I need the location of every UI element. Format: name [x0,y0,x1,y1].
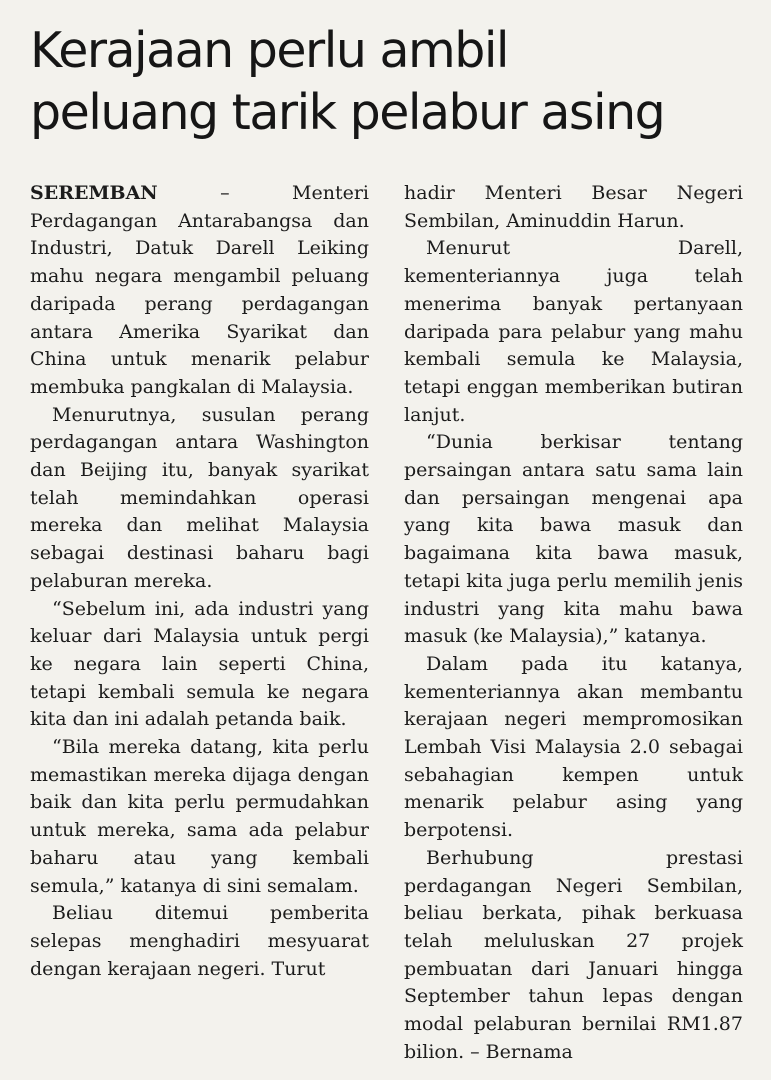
headline-line-1: Kerajaan perlu ambil [30,22,509,79]
paragraph: Berhubung prestasi perdagangan Negeri Sembilan, beliau berkata, pihak berkuasa telah meluluskan 27 projek pembuatan dari Januari hingga September tahun lepas dengan modal pelaburan bernilai RM1.87 bilion. – Bernama [404,846,743,1063]
paragraph [30,180,369,402]
paragraph: Menurutnya, susulan perang perdagangan antara Washington dan Beijing itu, banyak syarikat telah memindahkan operasi mereka dan melihat Malaysia sebagai destinasi baharu bagi pelaburan mereka. [30,403,369,592]
article-column-left [30,180,369,983]
dateline: SEREMBAN [30,182,158,204]
paragraph: “Bila mereka datang, kita perlu memastikan mereka dijaga dengan baik dan kita perlu permudahkan untuk mereka, sama ada pelabur baharu atau yang kembali semula,” katanya di sini semalam. [30,736,369,897]
paragraph: “Sebelum ini, ada industri yang keluar dari Malaysia untuk pergi ke negara lain seperti China, tetapi kembali semula ke negara kita dan ini adalah petanda baik. [30,597,369,731]
paragraph-text: – Menteri Perdagangan Antarabangsa dan Industri, Datuk Darell Leiking mahu negara mengambil peluang daripada perang perdagangan antara Amerika Syarikat dan China untuk menarik pelabur membuka pangkalan di Malaysia. [30,182,369,398]
paragraph: hadir Menteri Besar Negeri Sembilan, Aminuddin Harun. [404,182,743,232]
headline [30,20,750,144]
paragraph: Dalam pada itu katanya, kementeriannya akan membantu kerajaan negeri mempromosikan Lembah Visi Malaysia 2.0 sebagai sebahagian kempen untuk menarik pelabur asing yang berpotensi. [404,652,743,842]
paragraph: Menurut Darell, kementeriannya juga telah menerima banyak pertanyaan daripada para pelabur yang mahu kembali semula ke Malaysia, tetapi enggan memberikan butiran lanjut. [404,237,743,426]
paragraph: “Dunia berkisar tentang persaingan antara satu sama lain dan persaingan mengenai apa yang kita bawa masuk dan bagaimana kita bawa masuk, tetapi kita juga perlu memilih jenis industri yang kita mahu bawa masuk (ke Malaysia),” katanya. [404,431,743,648]
paragraph: Beliau ditemui pemberita selepas menghadiri mesyuarat dengan kerajaan negeri. Turut [30,902,369,980]
article-column-right [404,180,743,1067]
headline-line-2: peluang tarik pelabur asing [30,84,665,141]
